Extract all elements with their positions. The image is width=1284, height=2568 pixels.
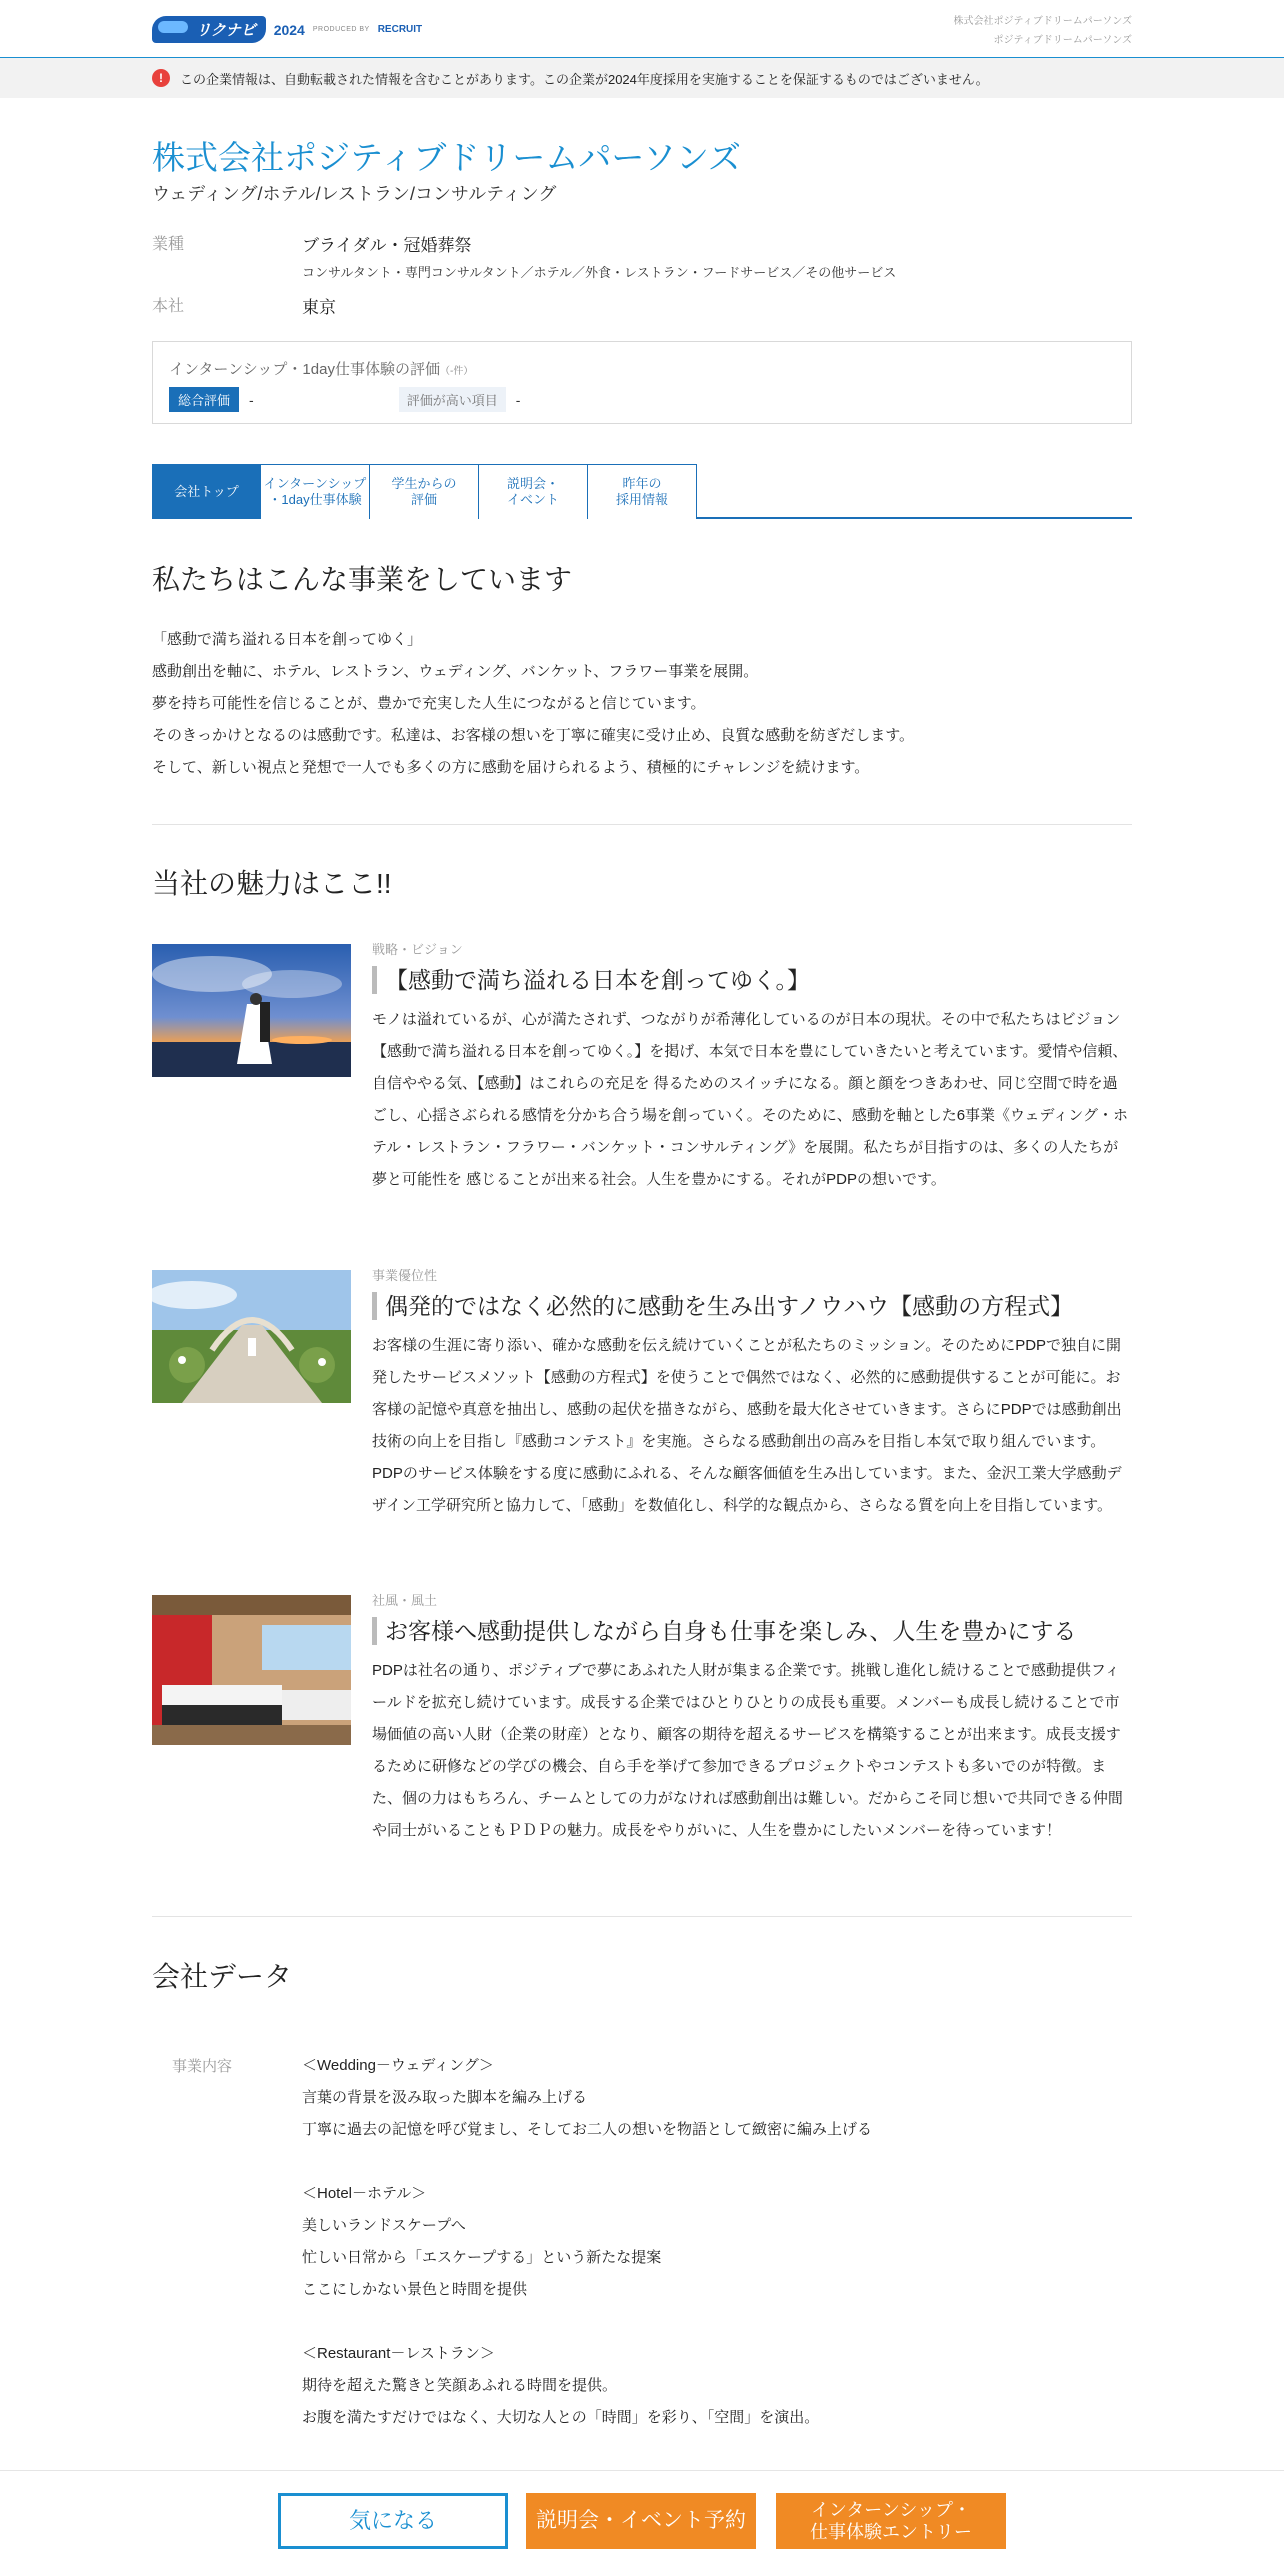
business-heading: 私たちはこんな事業をしています [152,564,573,595]
business-line: 感動創出を軸に、ホテル、レストラン、ウェディング、バンケット、フラワー事業を展開。 [152,663,759,680]
logo-recruit: RECRUIT [377,24,423,35]
tab-company-top[interactable]: 会社トップ [152,464,261,519]
tab-student-reviews[interactable]: 学生からの 評価 [370,464,479,519]
overall-rating-badge: 総合評価 [169,387,239,412]
data-line: ここにしかない景色と時間を提供 [302,2281,528,2298]
appeal-heading: 当社の魅力はここ!! [152,868,392,899]
company-tabs [152,464,1132,519]
appeal-title: 偶発的ではなく必然的に感動を生み出すノウハウ【感動の方程式】 [372,1292,1132,1320]
high-rated-items-badge: 評価が高い項目 [399,387,506,412]
data-line: 言葉の背景を汲み取った脚本を編み上げる [302,2089,588,2106]
garden-wedding-photo [152,1270,351,1403]
overall-rating-value: - [249,391,254,408]
header-company-line1: 株式会社ポジティブドリームパーソンズ [953,16,1132,27]
header-company-name [954,12,1133,50]
tab-last-year-recruiting[interactable]: 昨年の 採用情報 [588,464,697,519]
data-line: 丁寧に過去の記憶を呼び覚まし、そしてお二人の想いを物語として緻密に編み上げる [302,2121,873,2138]
industry-label: 業種 [152,236,185,253]
data-line [302,2146,872,2178]
alert-icon: ! [152,69,170,87]
hq-row [152,293,336,318]
business-line: そのきっかけとなるのは感動です。私達は、お客様の想いを丁寧に確実に受け止め、良質な感動を紡ぎだします。 [152,727,915,744]
appeal-body [372,939,1132,1196]
company-name: 株式会社ポジティブドリームパーソンズ [152,139,742,176]
evaluation-title [169,358,1115,379]
notice-bar [0,58,1284,98]
evaluation-count: （-件） [439,366,474,377]
wedding-sunset-photo [152,944,351,1077]
logo-produced-by: PRODUCED BY [312,26,370,33]
data-line: 忙しい日常から「エスケープする」という新たな提案 [302,2249,662,2266]
data-line: ＜Restaurant－レストラン＞ [302,2345,495,2362]
data-line: ＜Hotel－ホテル＞ [302,2185,427,2202]
appeal-title: 【感動で満ち溢れる日本を創ってゆく。】 [372,966,1132,994]
divider [152,824,1132,825]
divider [152,1916,1132,1917]
business-line: そして、新しい視点と発想で一人でも多くの方に感動を届けられるよう、積極的にチャレンジを続けます。 [152,759,870,776]
logo-mark: リクナビ [152,16,266,43]
business-intro [152,624,914,784]
bottom-action-bar [0,2470,1284,2568]
industry-sub: コンサルタント・専門コンサルタント／ホテル／外食・レストラン・フードサービス／その他サービス [302,265,897,280]
data-line: ＜Wedding－ウェディング＞ [302,2057,494,2074]
favorite-button[interactable]: 気になる [278,2493,508,2549]
hq-label: 本社 [152,298,185,315]
company-data-heading: 会社データ [152,1961,293,1992]
tab-events[interactable]: 説明会・ イベント [479,464,588,519]
hotel-room-photo [152,1595,351,1745]
business-line: 「感動で満ち溢れる日本を創ってゆく」 [152,631,423,648]
data-line [302,2306,872,2338]
hq-value: 東京 [302,298,336,317]
appeal-title: お客様へ感動提供しながら自身も仕事を楽しみ、人生を豊かにする [372,1617,1132,1645]
appeal-body [372,1265,1132,1522]
evaluation-row [169,387,1115,412]
data-line: 期待を超えた驚きと笑顔あふれる時間を提供。 [302,2377,618,2394]
header-company-line2: ポジティブドリームパーソンズ [993,35,1132,46]
business-content-lines [302,2050,872,2434]
appeal-category: 事業優位性 [372,1268,438,1283]
appeal-text: PDPは社名の通り、ポジティブで夢にあふれた人財が集まる企業です。挑戦し進化し続けることで感動提供フィールドを拡充し続けています。成長する企業ではひとりひとりの成長も重要。メンバーも成長し続けることで市場価値の高い人財（企業の財産）となり、顧客の期待を超えるサービスを構築することが出来ます。成長支援するために研修などの学びの機会、自ら手を挙げて参加できるプロジェクトやコンテストも多いでのが特徴。また、個の力はもちろん、チームとしての力がなければ感動創出は難しい。だからこそ同じ想いで共同できる仲間や同士がいることもＰＤＰの魅力。成長をやりがいに、人生を豊かにしたいメンバーを待っています！ [372,1662,1123,1839]
evaluation-box [152,341,1132,424]
evaluation-title-text: インターンシップ・1day仕事体験の評価 [169,361,440,378]
appeal-category: 社風・風土 [372,1593,438,1608]
appeal-category: 戦略・ビジョン [372,942,463,957]
rikunabi-logo[interactable] [152,16,422,43]
internship-entry-button[interactable]: インターンシップ・ 仕事体験エントリー [776,2493,1006,2549]
industry-main: ブライダル・冠婚葬祭 [302,236,472,255]
data-line: 美しいランドスケープへ [302,2217,466,2234]
industry-row [152,231,896,281]
data-line: お腹を満たすだけではなく、大切な人との「時間」を彩り、「空間」を演出。 [302,2409,820,2426]
high-rated-items-value: - [515,391,521,408]
event-reservation-button[interactable]: 説明会・イベント予約 [526,2493,756,2549]
site-header [0,0,1284,58]
appeal-body [372,1590,1132,1847]
company-subtitle: ウェディング/ホテル/レストラン/コンサルティング [152,184,557,204]
notice-text: この企業情報は、自動転載された情報を含むことがあります。この企業が2024年度採用を実施することを保証するものではございません。 [180,71,989,87]
tab-internship[interactable]: インターンシップ ・1day仕事体験 [261,464,370,519]
appeal-text: モノは溢れているが、心が満たされず、つながりが希薄化しているのが日本の現状。その中で私たちはビジョン【感動で満ち溢れる日本を創ってゆく。】を掲げ、本気で日本を豊にしていきたいと考えています。愛情や信頼、自信ややる気、【感動】はこれらの充足を 得るためのスイッチになる。顔と顔をつきあわせ、同じ空間で時を過ごし、心揺さぶられる感情を分かち合う場を創っていく。そのために、感動を軸とした6事業《ウェディング・ホテル・レストラン・フラワー・バンケット・コンサルティング》を展開。私たちが目指すのは、多くの人たちが夢と可能性を 感じることが出来る社会。人生を豊かにする。それがPDPの想いです。 [372,1011,1128,1188]
business-content-label: 事業内容 [172,2058,233,2075]
business-line: 夢を持ち可能性を信じることが、豊かで充実した人生につながると信じています。 [152,695,706,712]
appeal-text: お客様の生涯に寄り添い、確かな感動を伝え続けていくことが私たちのミッション。そのためにPDPで独自に開発したサービスメソット【感動の方程式】を使うことで偶然ではなく、必然的に感動提供することが可能に。お客様の記憶や真意を抽出し、感動の起伏を描きながら、感動を最大化させていきます。さらにPDPでは感動創出技術の向上を目指し『感動コンテスト』を実施。さらなる感動創出の高みを目指し本気で取り組んでいます。PDPのサービス体験をする度に感動にふれる、そんな顧客価値を生み出しています。また、金沢工業大学感動デザイン工学研究所と協力して、「感動」を数値化し、科学的な観点から、さらなる質を向上を目指しています。 [372,1337,1122,1514]
logo-year: 2024 [273,21,305,38]
